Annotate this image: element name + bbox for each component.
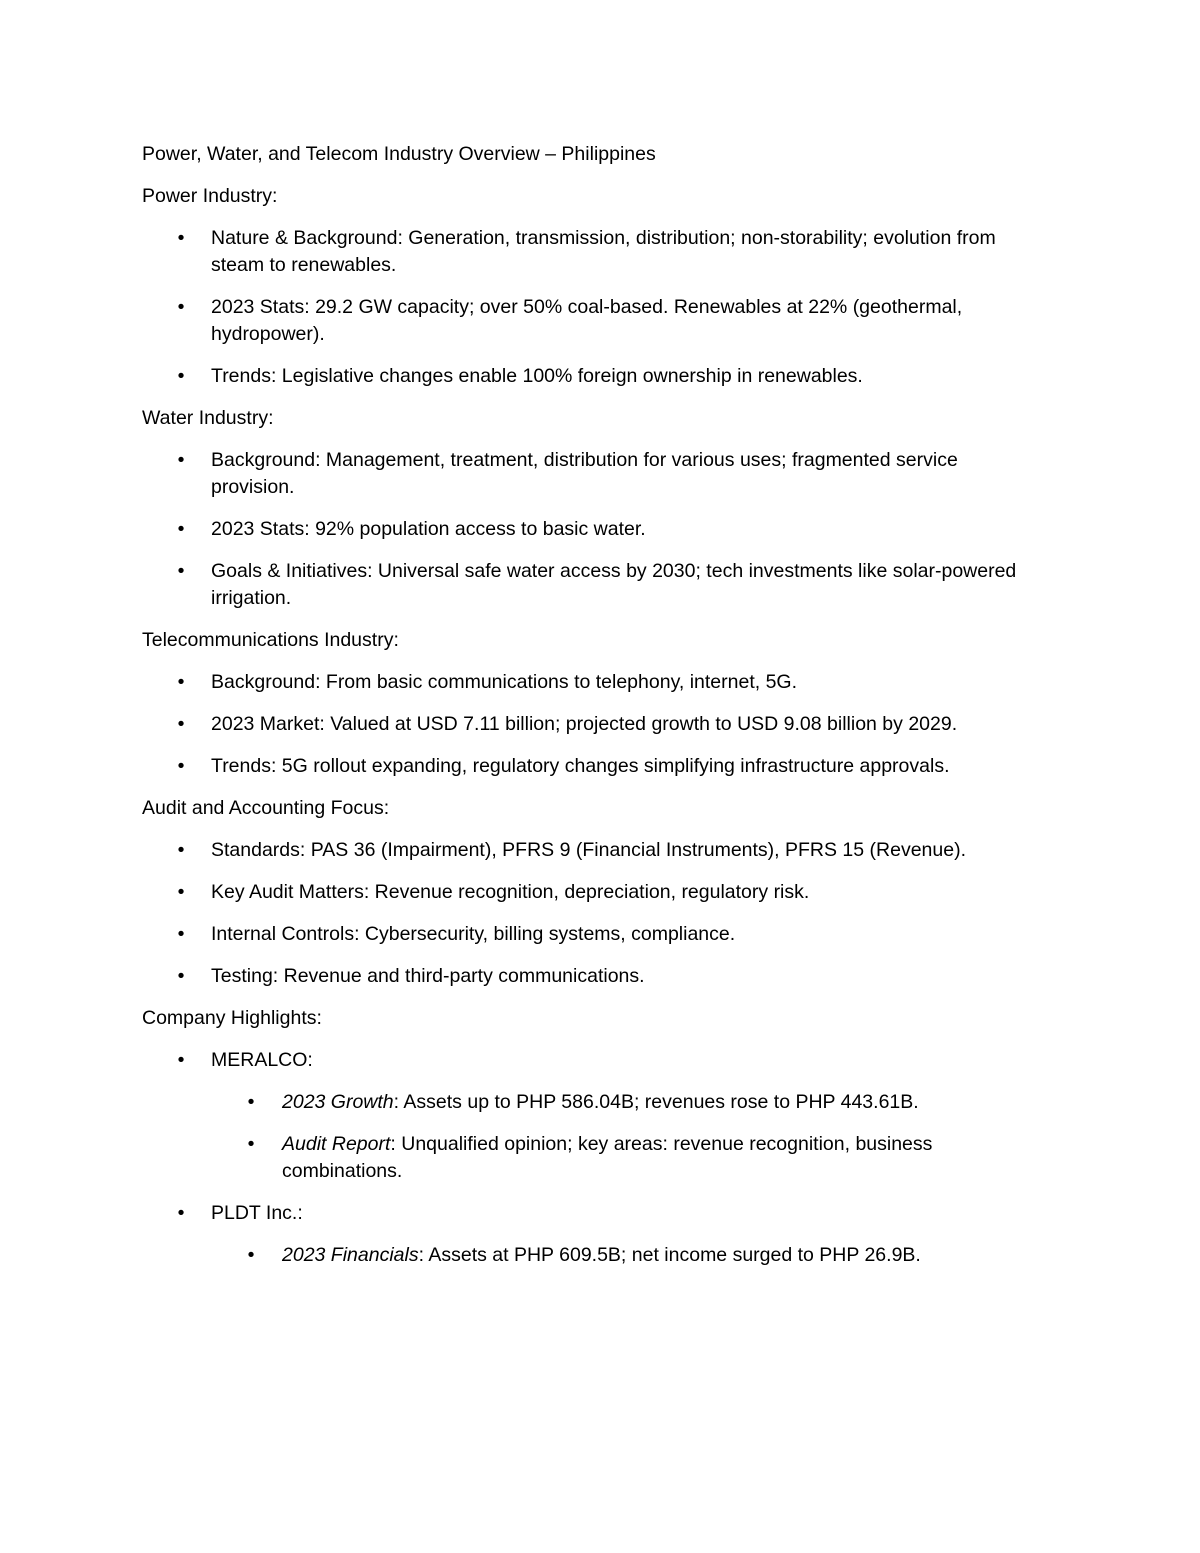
list-item: [142, 516, 1042, 543]
bullet-icon: •: [177, 923, 185, 945]
detail-text: : Unqualified opinion; key areas: revenue recognition, business combinations.: [282, 1133, 933, 1182]
list-item: [142, 558, 1042, 612]
document-page: [142, 141, 1042, 1284]
list-item-text: 2023 Market: Valued at USD 7.11 billion; projected growth to USD 9.08 billion by 2029.: [211, 713, 958, 735]
list-item: [142, 963, 1042, 990]
list-item: [142, 711, 1042, 738]
power-bullet-list: [142, 225, 1042, 390]
detail-label: 2023 Growth: [282, 1091, 394, 1113]
water-bullet-list: [142, 447, 1042, 612]
list-item-text: Internal Controls: Cybersecurity, billing systems, compliance.: [211, 923, 736, 945]
bullet-icon: •: [177, 671, 185, 693]
bullet-icon: •: [247, 1244, 255, 1266]
list-item-text: Testing: Revenue and third-party communications.: [211, 965, 645, 987]
list-item-text: [282, 1089, 1042, 1116]
list-item: [142, 294, 1042, 348]
list-item: [142, 837, 1042, 864]
list-item-text: Background: From basic communications to telephony, internet, 5G.: [211, 671, 798, 693]
list-item-text: Nature & Background: Generation, transmission, distribution; non-storability; evolution from steam to renewables.: [211, 227, 996, 276]
telecom-bullet-list: [142, 669, 1042, 780]
list-item-text: [282, 1242, 1042, 1269]
document-title: Power, Water, and Telecom Industry Overview – Philippines: [142, 143, 656, 165]
list-item-text: Goals & Initiatives: Universal safe water access by 2030; tech investments like solar-powered irrigation.: [211, 560, 1017, 609]
list-item: [211, 1242, 1042, 1269]
list-item: [142, 669, 1042, 696]
list-item: [142, 225, 1042, 279]
bullet-icon: •: [177, 1202, 185, 1224]
section-heading-audit: Audit and Accounting Focus:: [142, 797, 390, 819]
detail-text: : Assets up to PHP 586.04B; revenues rose to PHP 443.61B.: [393, 1091, 919, 1113]
list-item: [142, 921, 1042, 948]
list-item-text: 2023 Stats: 92% population access to basic water.: [211, 518, 646, 540]
list-item-text: Key Audit Matters: Revenue recognition, depreciation, regulatory risk.: [211, 881, 810, 903]
bullet-icon: •: [247, 1091, 255, 1113]
bullet-icon: •: [177, 560, 185, 582]
list-item-text: Trends: 5G rollout expanding, regulatory changes simplifying infrastructure approvals.: [211, 755, 950, 777]
bullet-icon: •: [177, 518, 185, 540]
company-name: MERALCO:: [211, 1049, 313, 1071]
bullet-icon: •: [177, 365, 185, 387]
company-item-pldt: [142, 1200, 1042, 1269]
detail-text: : Assets at PHP 609.5B; net income surged to PHP 26.9B.: [418, 1244, 921, 1266]
company-item-meralco: [142, 1047, 1042, 1185]
detail-label: Audit Report: [282, 1133, 391, 1155]
bullet-icon: •: [177, 296, 185, 318]
company-name: PLDT Inc.:: [211, 1202, 303, 1224]
company-detail-list: [211, 1242, 1042, 1269]
section-heading-power: Power Industry:: [142, 185, 278, 207]
audit-bullet-list: [142, 837, 1042, 990]
company-bullet-list: [142, 1047, 1042, 1269]
list-item: [211, 1089, 1042, 1116]
bullet-icon: •: [177, 449, 185, 471]
bullet-icon: •: [177, 713, 185, 735]
list-item: [142, 879, 1042, 906]
bullet-icon: •: [247, 1133, 255, 1155]
section-heading-company-highlights: Company Highlights:: [142, 1007, 322, 1029]
list-item-text: Trends: Legislative changes enable 100% foreign ownership in renewables.: [211, 365, 863, 387]
list-item-text: [282, 1131, 1042, 1185]
detail-label: 2023 Financials: [282, 1244, 419, 1266]
bullet-icon: •: [177, 965, 185, 987]
bullet-icon: •: [177, 839, 185, 861]
bullet-icon: •: [177, 227, 185, 249]
section-heading-water: Water Industry:: [142, 407, 274, 429]
list-item-text: 2023 Stats: 29.2 GW capacity; over 50% coal-based. Renewables at 22% (geothermal, hydropower).: [211, 296, 963, 345]
list-item: [142, 363, 1042, 390]
bullet-icon: •: [177, 881, 185, 903]
list-item: [211, 1131, 1042, 1185]
list-item-text: Standards: PAS 36 (Impairment), PFRS 9 (Financial Instruments), PFRS 15 (Revenue).: [211, 839, 967, 861]
bullet-icon: •: [177, 755, 185, 777]
bullet-icon: •: [177, 1049, 185, 1071]
list-item-text: Background: Management, treatment, distribution for various uses; fragmented service provision.: [211, 449, 958, 498]
section-heading-telecom: Telecommunications Industry:: [142, 629, 399, 651]
list-item: [142, 447, 1042, 501]
list-item: [142, 753, 1042, 780]
company-detail-list: [211, 1089, 1042, 1185]
